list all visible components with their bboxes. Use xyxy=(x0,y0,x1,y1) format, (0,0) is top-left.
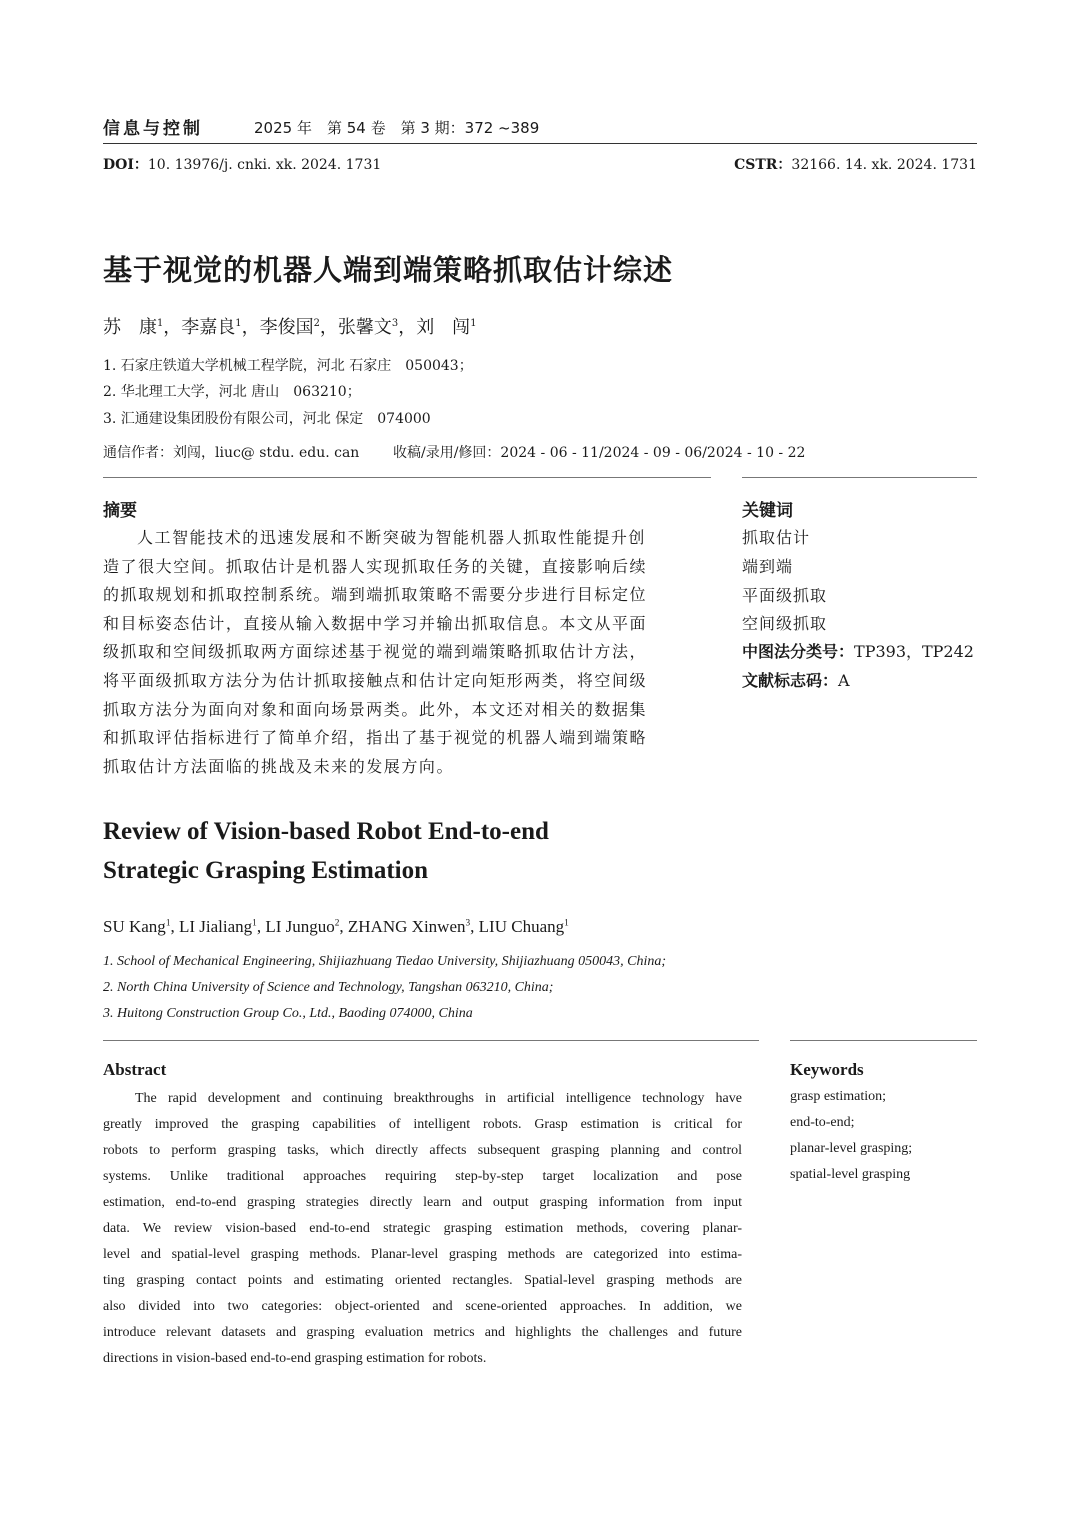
abstract-cn-line: 和目标姿态估计，直接从输入数据中学习并输出抓取信息。本文从平面 xyxy=(103,613,648,633)
authors-en: SU Kang$^1$, LI Jialiang$^1$, LI Junguo$^2$, ZHANG Xinwen$^3$, LIU Chuang$^1$ xyxy=(103,917,569,936)
keywords-cn-heading: 关键词 xyxy=(742,501,793,521)
abstract-en-line: introduce relevant datasets and grasping evaluation metrics and highlights the challenges and future xyxy=(103,1325,742,1340)
abstract-en-line: systems. Unlike traditional approaches requiring step-by-step target localization and pose xyxy=(103,1169,742,1184)
abstract-en-body xyxy=(103,1086,742,1372)
abstract-cn-line: 将平面级抓取方法分为估计抓取接触点和估计定向矩形两类，将空间级 xyxy=(103,670,648,690)
author-en: SU Kang$^1$ xyxy=(103,917,171,936)
keywords-en-heading: Keywords xyxy=(790,1060,864,1079)
abstract-en-line: level and spatial-level grasping methods. Planar-level grasping methods are categorized into estima- xyxy=(103,1247,742,1262)
author-cn: 张馨文$^3$ xyxy=(337,317,399,338)
title-en-line-2: Strategic Grasping Estimation xyxy=(103,857,428,884)
authors-cn: 苏 康$^1$，李嘉良$^1$，李俊国$^2$，张馨文$^3$，刘 闯$^1$ xyxy=(103,317,477,338)
received-dates: 收稿/录用/修回：2024 - 06 - 11/2024 - 09 - 06/2024 - 10 - 22 xyxy=(393,445,806,461)
keyword-en: grasp estimation; xyxy=(790,1089,887,1104)
keyword-cn: 空间级抓取 xyxy=(742,614,828,633)
header-rule xyxy=(103,143,977,144)
abstract-en-line: ting grasping contact points and estimating oriented rectangles. Spatial-level grasping methods are xyxy=(103,1273,742,1288)
abstract-en-rule xyxy=(103,1040,759,1041)
keyword-cn: 端到端 xyxy=(742,557,794,576)
affiliation-cn-1: 1. 石家庄铁道大学机械工程学院，河北 石家庄 050043； xyxy=(103,358,473,374)
doi-value: 10. 13976/j. cnki. xk. 2024. 1731 xyxy=(147,157,382,173)
affiliation-cn-2: 2. 华北理工大学，河北 唐山 063210； xyxy=(103,384,361,400)
abstract-cn-line: 级抓取和空间级抓取两方面综述基于视觉的端到端策略抓取估计方法， xyxy=(103,642,648,662)
keyword-en: planar-level grasping; xyxy=(790,1141,913,1156)
author-en: LI Jialiang$^1$ xyxy=(178,917,257,936)
title-cn: 基于视觉的机器人端到端策略抓取估计综述 xyxy=(103,253,674,287)
doi xyxy=(103,154,381,174)
keyword-cn: 平面级抓取 xyxy=(742,586,828,605)
cstr-value: 32166. 14. xk. 2024. 1731 xyxy=(791,157,977,173)
author-en: LIU Chuang$^1$ xyxy=(478,917,569,936)
document-code: 文献标志码：A xyxy=(742,671,850,690)
cstr-label: CSTR： xyxy=(734,157,792,173)
abstract-cn-line: 人工智能技术的迅速发展和不断突破为智能机器人抓取性能提升创 xyxy=(137,528,646,547)
keyword-en: end-to-end; xyxy=(790,1115,855,1130)
issue-info: 2025 年 第 54 卷 第 3 期：372 ~389 xyxy=(254,119,540,137)
title-en-line-1: Review of Vision-based Robot End-to-end xyxy=(103,818,549,845)
keywords-cn-rule xyxy=(742,477,977,478)
affiliation-cn-3: 3. 汇通建设集团股份有限公司，河北 保定 074000 xyxy=(103,411,431,427)
abstract-cn-line: 抓取估计方法面临的挑战及未来的发展方向。 xyxy=(103,756,455,776)
abstract-cn-line: 抓取方法分为面向对象和面向场景两类。此外，本文还对相关的数据集 xyxy=(103,699,648,719)
keyword-cn: 抓取估计 xyxy=(742,528,811,547)
author-cn: 刘 闯$^1$ xyxy=(416,317,477,338)
abstract-en-line: greatly improved the grasping capabilities of intelligent robots. Grasp estimation is critical for xyxy=(103,1117,742,1132)
abstract-en-line: data. We review vision-based end-to-end strategic grasping estimation methods, covering planar- xyxy=(103,1221,742,1236)
abstract-cn-line: 造了很大空间。抓取估计是机器人实现抓取任务的关键，直接影响后续 xyxy=(103,556,648,576)
doi-label: DOI： xyxy=(103,157,148,173)
journal-name: 信息与控制 xyxy=(103,119,203,139)
keywords-en-rule xyxy=(790,1040,977,1041)
abstract-en-heading: Abstract xyxy=(103,1060,167,1079)
abstract-cn-heading: 摘要 xyxy=(103,501,137,521)
abstract-en-line: robots to perform grasping tasks, which directly affects subsequent grasping planning and control xyxy=(103,1143,742,1158)
abstract-en-line: directions in vision-based end-to-end grasping estimation for robots. xyxy=(103,1351,487,1366)
abstract-cn-rule xyxy=(103,477,711,478)
author-en: LI Junguo$^2$ xyxy=(265,917,340,936)
affiliation-en-3: 3. Huitong Construction Group Co., Ltd., Baoding 074000, China xyxy=(103,1006,473,1021)
abstract-cn-body xyxy=(103,524,703,781)
cstr xyxy=(734,154,977,174)
abstract-en-line: also divided into two categories: object-oriented and scene-oriented approaches. In addition, we xyxy=(103,1299,742,1314)
affiliation-en-1: 1. School of Mechanical Engineering, Shijiazhuang Tiedao University, Shijiazhuang 050043, China; xyxy=(103,954,667,969)
author-cn: 李嘉良$^1$ xyxy=(181,317,242,338)
abstract-cn-line: 和抓取评估指标进行了简单介绍，指出了基于视觉的机器人端到端策略 xyxy=(103,728,648,748)
clc-number: 中图法分类号：TP393，TP242 xyxy=(742,642,974,661)
affiliation-en-2: 2. North China University of Science and Technology, Tangshan 063210, China; xyxy=(103,980,554,995)
abstract-en-line: The rapid development and continuing breakthroughs in artificial intelligence technology have xyxy=(135,1091,742,1106)
keyword-en: spatial-level grasping xyxy=(790,1167,911,1182)
author-en: ZHANG Xinwen$^3$ xyxy=(347,917,471,936)
author-cn: 李俊国$^2$ xyxy=(259,317,320,338)
abstract-cn-line: 的抓取规划和抓取控制系统。端到端抓取策略不需要分步进行目标定位 xyxy=(103,585,648,605)
abstract-en-line: estimation, end-to-end grasping strategies directly learn and output grasping information from input xyxy=(103,1195,742,1210)
author-cn: 苏 康$^1$ xyxy=(103,317,164,338)
corresponding-author: 通信作者：刘闯，liuc@ stdu. edu. can xyxy=(103,445,360,461)
